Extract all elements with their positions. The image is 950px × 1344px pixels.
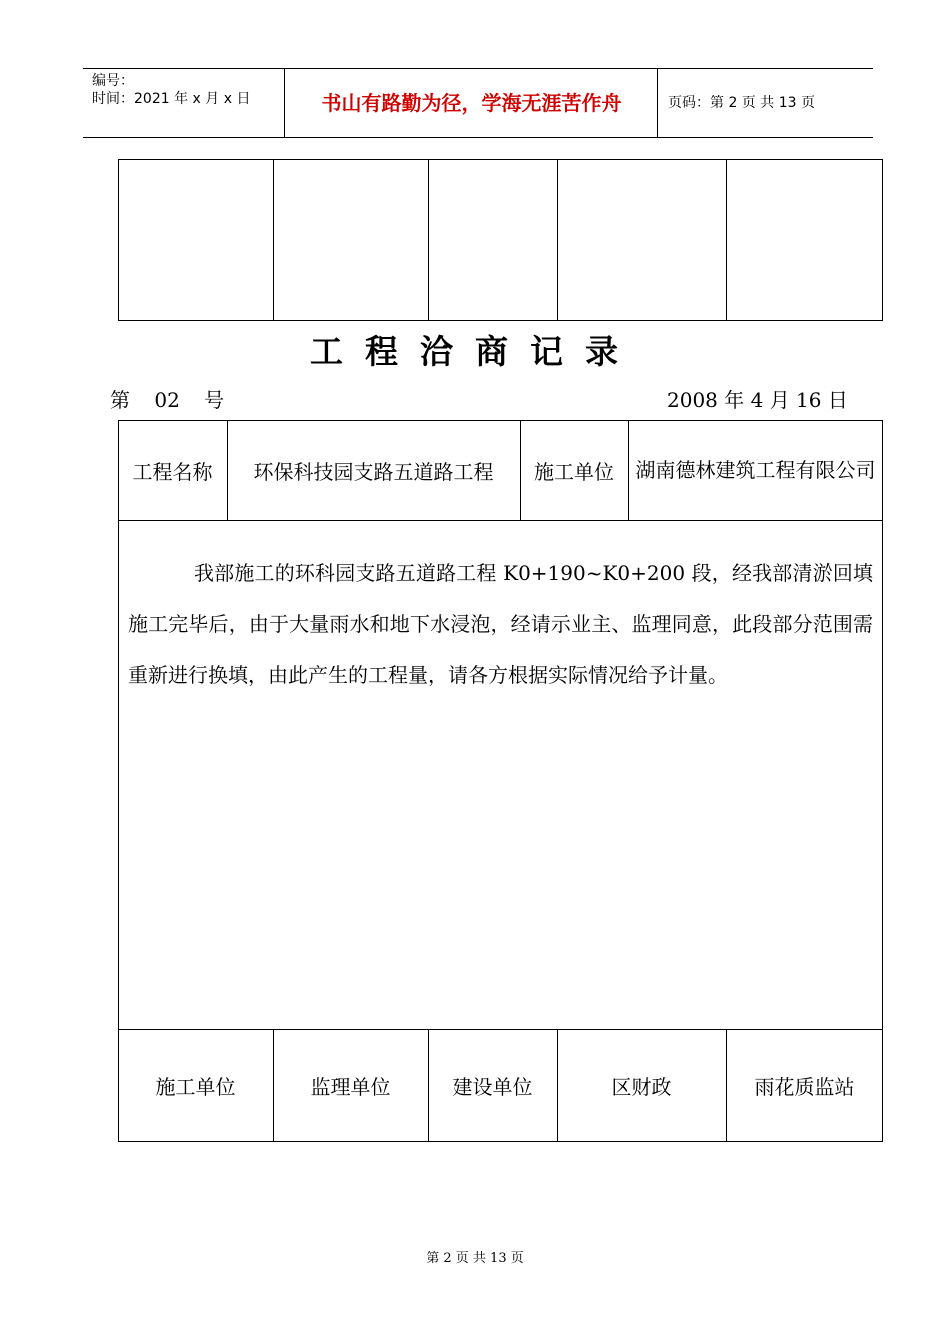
signature-unit: 区财政 xyxy=(611,1075,672,1099)
project-name-label: 工程名称 xyxy=(132,459,213,484)
table-divider xyxy=(628,420,629,520)
time-label: 时间：2021 年 x 月 x 日 xyxy=(92,91,251,107)
table-divider xyxy=(428,159,429,321)
number-label: 编号： xyxy=(92,73,134,89)
header-divider xyxy=(657,69,658,137)
page-footer: 第 2 页 共 13 页 xyxy=(426,1251,524,1266)
table-divider xyxy=(273,159,274,321)
empty-signature-table xyxy=(118,159,883,321)
document-title: 工程洽商记录 xyxy=(310,332,640,371)
signature-unit: 施工单位 xyxy=(155,1075,236,1099)
number-prefix: 第 xyxy=(110,388,130,412)
header-motto: 书山有路勤为径，学海无涯苦作舟 xyxy=(321,91,622,115)
table-divider xyxy=(726,159,727,321)
page-header xyxy=(83,68,873,138)
record-content: 我部施工的环科园支路五道路工程 K0+190~K0+200 段，经我部清淤回填施工完毕后，由于大量雨水和地下水浸泡，经请示业主、监理同意，此段部分范围需重新进行换填，由此产生的工程量，请各方根据实际情况给予计量。 xyxy=(128,561,873,687)
header-meta xyxy=(92,72,250,108)
record-date: 2008 年 4 月 16 日 xyxy=(667,388,848,412)
signature-unit: 雨花质监站 xyxy=(754,1075,855,1099)
record-number xyxy=(110,384,224,413)
signature-unit: 监理单位 xyxy=(310,1075,391,1099)
header-page-label: 页码：第 2 页 共 13 页 xyxy=(668,95,815,111)
contractor-label: 施工单位 xyxy=(534,459,614,484)
contractor-value: 湖南德林建筑工程有限公司 xyxy=(635,457,876,482)
table-row-divider xyxy=(118,520,883,521)
number-suffix: 号 xyxy=(204,388,225,412)
table-divider xyxy=(557,159,558,321)
number-value: 02 xyxy=(154,388,180,412)
signature-unit: 建设单位 xyxy=(452,1075,533,1099)
project-name-value: 环保科技园支路五道路工程 xyxy=(253,459,494,484)
